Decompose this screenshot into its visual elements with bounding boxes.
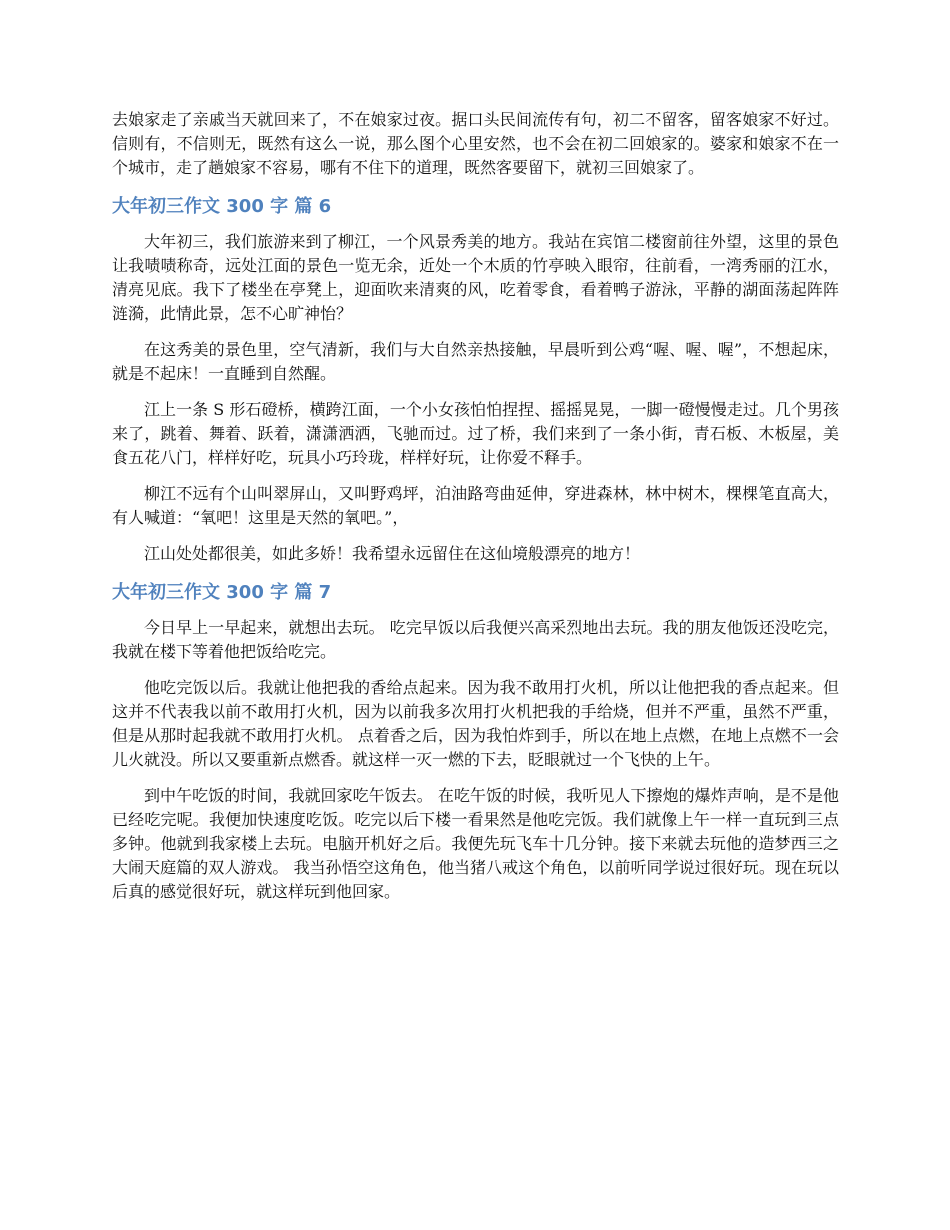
intro-paragraph: 去娘家走了亲戚当天就回来了，不在娘家过夜。据口头民间流传有句，初二不留客，留客娘家不好过。信则有，不信则无，既然有这么一说，那么图个心里安然，也不会在初二回娘家的。婆家和娘家不在一个城市，走了趟娘家不容易，哪有不住下的道理，既然客要留下，就初三回娘家了。 [112,110,839,177]
paragraph: 江山处处都很美，如此多娇！我希望永远留住在这仙境般漂亮的地方！ [144,544,641,563]
paragraph: 在这秀美的景色里，空气清新，我们与大自然亲热接触，早晨听到公鸡“喔、喔、喔”，不想起床，就是不起床！一直睡到自然醒。 [112,340,839,383]
paragraph: 江上一条 S 形石磴桥，横跨江面，一个小女孩怕怕捏捏、摇摇晃晃，一脚一磴慢慢走过。几个男孩来了，跳着、舞着、跃着，潇潇洒洒，飞驰而过。过了桥，我们来到了一条小街，青石板、木板屋，美食五花八门，样样好吃，玩具小巧玲珑，样样好玩，让你爱不释手。 [112,400,839,467]
paragraph: 大年初三，我们旅游来到了柳江，一个风景秀美的地方。我站在宾馆二楼窗前往外望，这里的景色让我啧啧称奇，远处江面的景色一览无余，近处一个木质的竹亭映入眼帘，往前看，一湾秀丽的江水，清亮见底。我下了楼坐在亭凳上，迎面吹来清爽的风，吃着零食，看着鸭子游泳，平静的湖面荡起阵阵涟漪，此情此景，怎不心旷神怡？ [112,232,839,323]
section-heading: 大年初三作文 300 字 篇 7 [112,582,332,603]
paragraph: 到中午吃饭的时间，我就回家吃午饭去。 在吃午饭的时候，我听见人下擦炮的爆炸声响，是不是他已经吃完呢。我便加快速度吃饭。吃完以后下楼一看果然是他吃完饭。我们就像上午一样一直玩到三点多钟。他就到我家楼上去玩。电脑开机好之后。我便先玩飞车十几分钟。接下来就去玩他的造梦西三之大闹天庭篇的双人游戏。 我当孙悟空这角色，他当猪八戒这个角色，以前听同学说过很好玩。现在玩以后真的感觉很好玩，就这样玩到他回家。 [112,786,839,901]
paragraph: 他吃完饭以后。我就让他把我的香给点起来。因为我不敢用打火机，所以让他把我的香点起来。但这并不代表我以前不敢用打火机，因为以前我多次用打火机把我的手给烧，但并不严重，虽然不严重，但是从那时起我就不敢用打火机。 点着香之后，因为我怕炸到手，所以在地上点燃，在地上点燃不一会儿火就没。所以又要重新点燃香。就这样一灭一燃的下去，眨眼就过一个飞快的上午。 [112,678,839,769]
section-heading: 大年初三作文 300 字 篇 6 [112,196,332,217]
paragraph: 今日早上一早起来，就想出去玩。 吃完早饭以后我便兴高采烈地出去玩。我的朋友他饭还没吃完，我就在楼下等着他把饭给吃完。 [112,618,839,661]
document-page [112,108,839,904]
section-essay-7 [112,580,839,904]
paragraph: 柳江不远有个山叫翠屏山，又叫野鸡坪，泊油路弯曲延伸，穿进森林，林中树木，棵棵笔直高大，有人喊道：“氧吧！这里是天然的氧吧。”， [112,484,839,527]
section-essay-6 [112,194,839,566]
